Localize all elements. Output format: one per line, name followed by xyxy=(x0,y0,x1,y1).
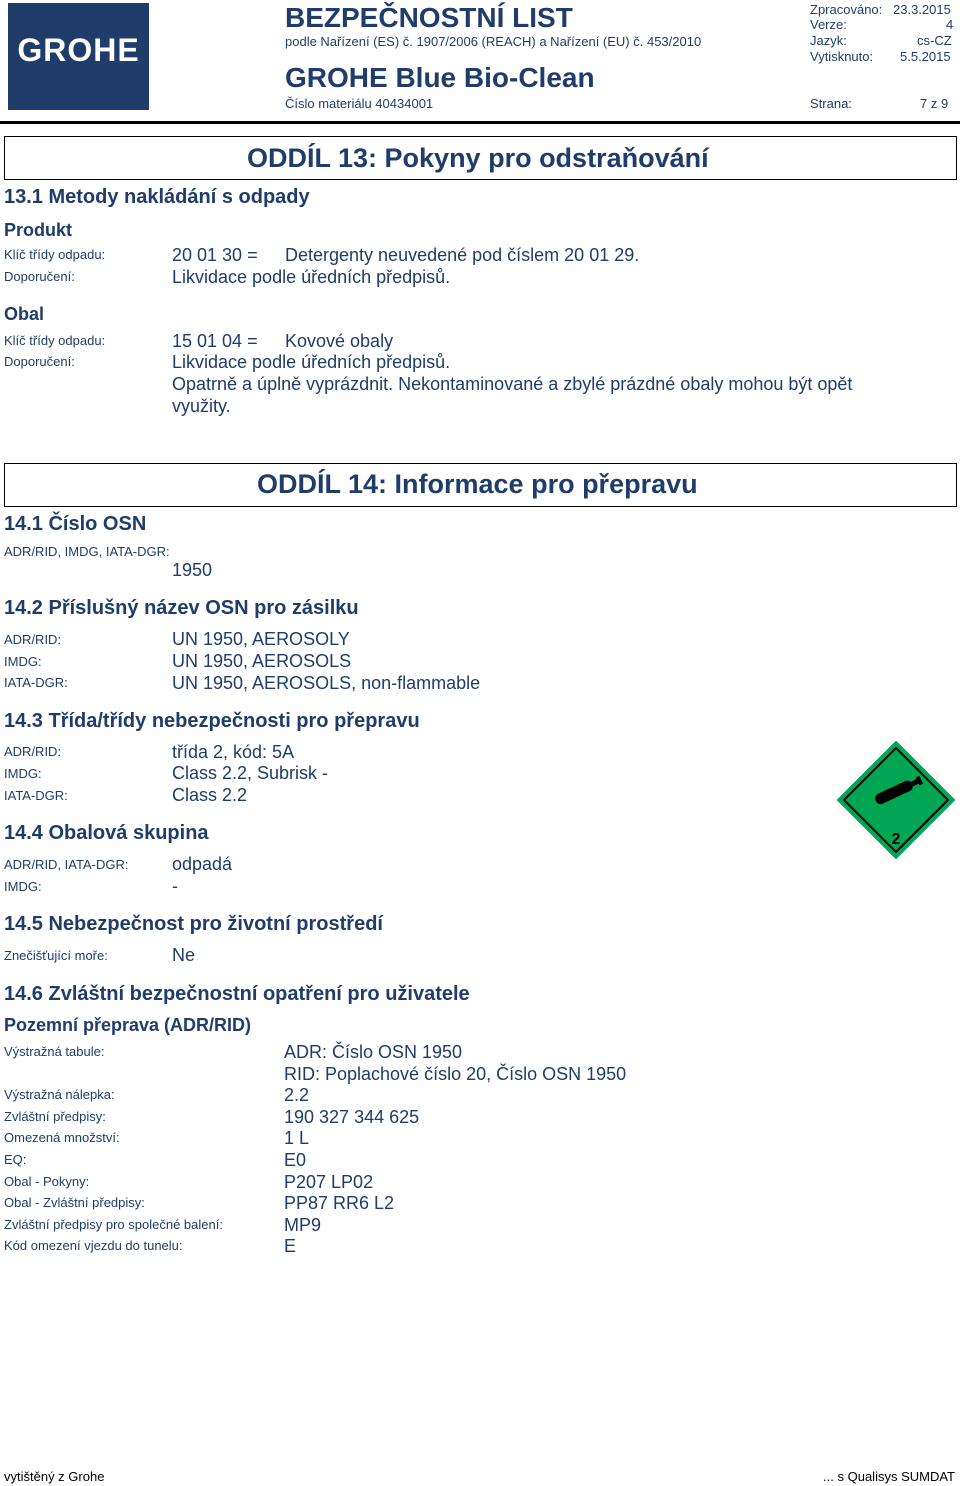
label-waste-key: Klíč třídy odpadu: xyxy=(4,247,106,262)
land-row-value: MP9 xyxy=(284,1215,322,1235)
document-subtitle: podle Nařízení (ES) č. 1907/2006 (REACH) a Nařízení (EU) č. 453/2010 xyxy=(285,34,702,49)
value-waste-key-code: 20 01 30 = xyxy=(172,245,258,265)
page-label: Strana: xyxy=(810,96,852,111)
label-marine-pollutant: Znečišťující moře: xyxy=(4,948,108,963)
value-recommendation: Likvidace podle úředních předpisů. xyxy=(172,267,451,287)
label-shipping-imdg: IMDG: xyxy=(4,654,42,669)
land-row-value: 1 L xyxy=(284,1128,310,1148)
section-14-title: ODDÍL 14: Informace pro přepravu xyxy=(257,469,698,499)
label-group-imdg: IMDG: xyxy=(4,879,42,894)
land-row-label: Kód omezení vjezdu do tunelu: xyxy=(4,1238,183,1253)
s13-heading-waste-methods: 13.1 Metody nakládání s odpady xyxy=(4,186,310,208)
material-number: Číslo materiálu 40434001 xyxy=(285,96,434,111)
s13-heading-packaging: Obal xyxy=(4,304,45,324)
value-class-imdg: Class 2.2, Subrisk - xyxy=(172,763,329,783)
s14-heading-un-number: 14.1 Číslo OSN xyxy=(4,513,147,535)
footer-right: ... s Qualisys SUMDAT xyxy=(823,1469,955,1484)
land-row-label: Výstražná nálepka: xyxy=(4,1087,115,1102)
s13-heading-product: Produkt xyxy=(4,220,73,240)
meta-value-printed: 5.5.2015 xyxy=(900,49,951,64)
meta-value-version: 4 xyxy=(946,17,954,32)
gas-cylinder-hazard-icon xyxy=(836,740,956,860)
value-waste-key-text: Detergenty neuvedené pod číslem 20 01 29. xyxy=(285,245,640,265)
value-marine-pollutant: Ne xyxy=(172,945,196,965)
s14-heading-environmental: 14.5 Nebezpečnost pro životní prostředí xyxy=(4,913,383,935)
value-packaging-rec-line3: využity. xyxy=(172,396,231,416)
value-packaging-key-code: 15 01 04 = xyxy=(172,331,258,351)
value-shipping-adr: UN 1950, AEROSOLY xyxy=(172,629,350,649)
value-packaging-rec-line1: Likvidace podle úředních předpisů. xyxy=(172,352,451,372)
value-class-iata: Class 2.2 xyxy=(172,785,248,805)
section-14-header xyxy=(4,463,957,507)
land-row-value: 190 327 344 625 xyxy=(284,1107,420,1127)
s14-heading-hazard-class: 14.3 Třída/třídy nebezpečnosti pro přepravu xyxy=(4,710,420,732)
s14-heading-packing-group: 14.4 Obalová skupina xyxy=(4,822,209,844)
product-name: GROHE Blue Bio-Clean xyxy=(285,62,595,93)
label-packaging-waste-key: Klíč třídy odpadu: xyxy=(4,333,106,348)
label-class-iata: IATA-DGR: xyxy=(4,788,68,803)
meta-label-printed: Vytisknuto: xyxy=(810,49,874,64)
meta-label-processed: Zpracováno: xyxy=(810,2,883,17)
land-row-label: Zvláštní předpisy pro společné balení: xyxy=(4,1217,223,1232)
s14-heading-user-precautions: 14.6 Zvláštní bezpečnostní opatření pro uživatele xyxy=(4,983,470,1005)
meta-label-version: Verze: xyxy=(810,17,847,32)
label-un-number: ADR/RID, IMDG, IATA-DGR: xyxy=(4,544,170,559)
land-row-value: RID: Poplachové číslo 20, Číslo OSN 1950 xyxy=(284,1064,627,1084)
s14-heading-shipping-name: 14.2 Příslušný název OSN pro zásilku xyxy=(4,597,359,619)
header-divider xyxy=(0,121,960,124)
page-number: 7 z 9 xyxy=(920,96,949,111)
land-row-label: Obal - Zvláštní předpisy: xyxy=(4,1195,145,1210)
value-group-adr-iata: odpadá xyxy=(172,854,233,874)
logo-text: GROHE xyxy=(17,32,140,68)
land-row-value: 2.2 xyxy=(284,1085,310,1105)
label-group-adr-iata: ADR/RID, IATA-DGR: xyxy=(4,857,129,872)
land-row-value: E xyxy=(284,1236,297,1256)
land-row-label: Zvláštní předpisy: xyxy=(4,1109,106,1124)
grohe-logo xyxy=(8,3,149,110)
document-title: BEZPEČNOSTNÍ LIST xyxy=(285,2,573,33)
land-row-label: EQ: xyxy=(4,1152,27,1167)
footer-left: vytištěný z Grohe xyxy=(4,1469,105,1484)
section-13-title: ODDÍL 13: Pokyny pro odstraňování xyxy=(247,143,709,173)
value-un-number: 1950 xyxy=(172,560,213,580)
meta-value-language: cs-CZ xyxy=(917,33,952,48)
value-packaging-key-text: Kovové obaly xyxy=(285,331,394,351)
land-row-label: Obal - Pokyny: xyxy=(4,1174,90,1189)
meta-value-processed: 23.3.2015 xyxy=(893,2,951,17)
label-shipping-adr: ADR/RID: xyxy=(4,632,62,647)
land-row-value: P207 LP02 xyxy=(284,1172,374,1192)
land-row-value: ADR: Číslo OSN 1950 xyxy=(284,1042,463,1062)
label-class-imdg: IMDG: xyxy=(4,766,42,781)
s14-heading-land-transport: Pozemní přeprava (ADR/RID) xyxy=(4,1015,252,1035)
land-row-label: Výstražná tabule: xyxy=(4,1044,105,1059)
value-group-imdg: - xyxy=(172,876,178,896)
value-class-adr: třída 2, kód: 5A xyxy=(172,742,295,762)
land-row-label: Omezená množství: xyxy=(4,1130,120,1145)
label-class-adr: ADR/RID: xyxy=(4,744,62,759)
label-shipping-iata: IATA-DGR: xyxy=(4,675,68,690)
section-13-header xyxy=(4,136,957,180)
label-recommendation: Doporučení: xyxy=(4,269,75,284)
meta-label-language: Jazyk: xyxy=(810,33,847,48)
label-packaging-recommendation: Doporučení: xyxy=(4,354,75,369)
land-row-value: PP87 RR6 L2 xyxy=(284,1193,395,1213)
pictogram-class-number: 2 xyxy=(891,831,901,848)
value-shipping-imdg: UN 1950, AEROSOLS xyxy=(172,651,352,671)
value-packaging-rec-line2: Opatrně a úplně vyprázdnit. Nekontaminované a zbylé prázdné obaly mohou být opět xyxy=(172,374,853,394)
land-row-value: E0 xyxy=(284,1150,307,1170)
value-shipping-iata: UN 1950, AEROSOLS, non-flammable xyxy=(172,673,481,693)
